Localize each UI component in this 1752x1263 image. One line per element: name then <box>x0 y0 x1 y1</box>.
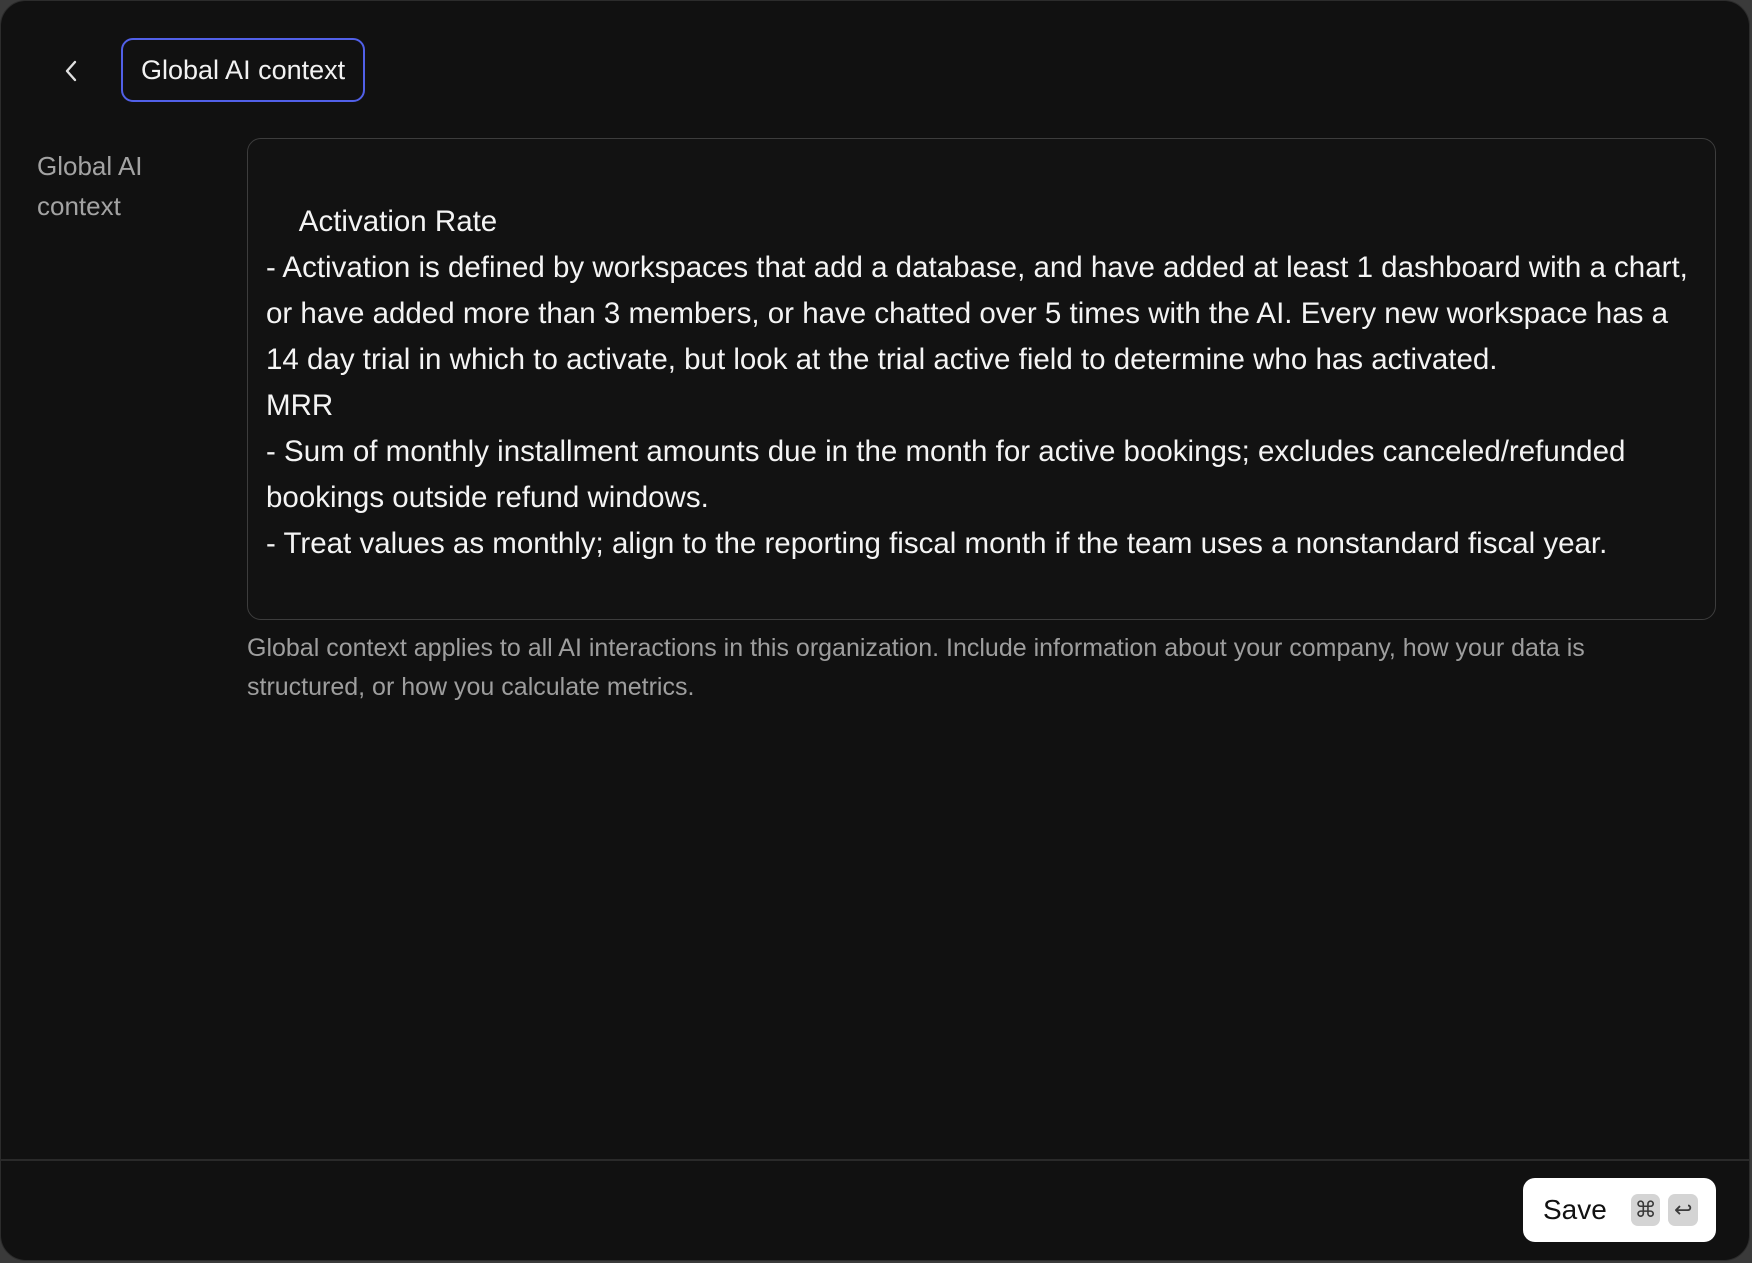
enter-key-icon: ↩ <box>1668 1194 1698 1226</box>
help-text: Global context applies to all AI interactions in this organization. Include information about your company, how your data is structured, or how you calculate metrics. <box>247 634 1585 701</box>
footer-divider <box>1 1159 1749 1161</box>
save-button-label: Save <box>1543 1194 1607 1225</box>
page-title: Global AI context <box>121 38 365 102</box>
back-button[interactable] <box>51 51 91 91</box>
textarea-content: Activation Rate - Activation is defined by workspaces that add a database, and have added at least 1 dashboard with a chart, or have added more than 3 members, or have chatted over 5 times with the AI. Every new workspace has a 14 day trial in which to activate, but look at the trial active field to determine who has activated. MRR - Sum of monthly installment amounts due in the month for active bookings; excludes canceled/refunded bookings outside refund windows. - Treat values as monthly; align to the reporting fiscal month if the team uses a nonstandard fiscal year. <box>266 205 1688 560</box>
context-field-label: Global AI context <box>37 151 143 221</box>
chevron-left-icon <box>63 59 79 83</box>
command-key-icon: ⌘ <box>1631 1194 1661 1226</box>
global-context-textarea[interactable] <box>247 138 1716 620</box>
resize-handle-icon[interactable] <box>1697 601 1711 615</box>
save-button[interactable] <box>1523 1178 1716 1242</box>
